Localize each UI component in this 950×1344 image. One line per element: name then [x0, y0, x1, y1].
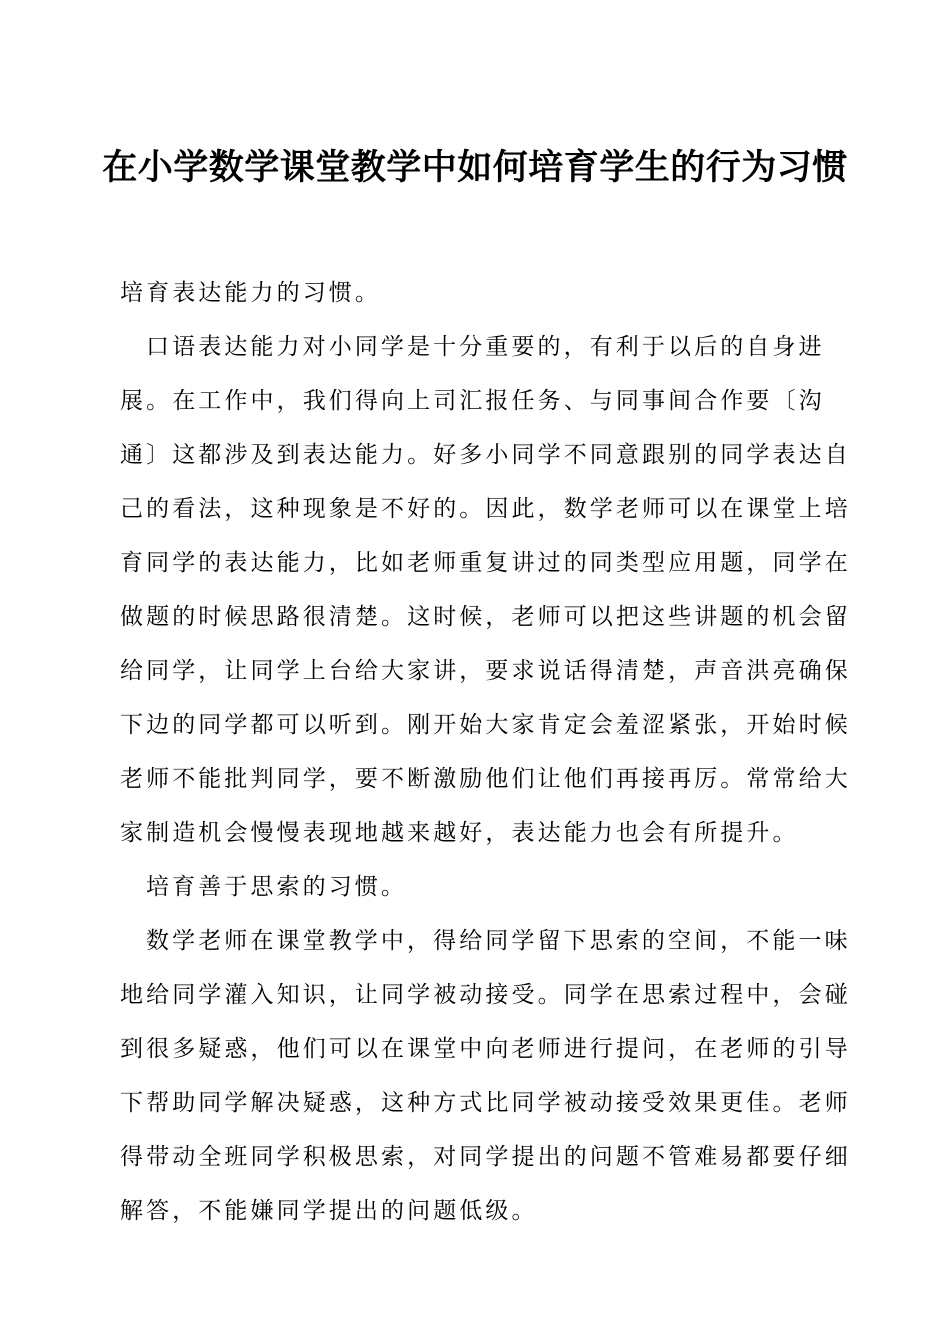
paragraph-thinking-habit-heading: 培育善于思索的习惯。 — [146, 874, 407, 900]
paragraph-thinking-habit-body: 数学老师在课堂教学中，得给同学留下思索的空间，不能一味地给同学灌入知识，让同学被动接受。同学在思索过程中，会碰到很多疑惑，他们可以在课堂中向老师进行提问，在老师的引导下帮助同学解决疑惑，这种方式比同学被动接受效果更佳。老师得带动全班同学积极思索，对同学提出的问题不管难易都要仔细解答，不能嫌同学提出的问题低级。 — [120, 928, 851, 1224]
paragraph-expression-habit-body: 口语表达能力对小同学是十分重要的，有利于以后的自身进展。在工作中，我们得向上司汇报任务、与同事间合作要〔沟通〕这都涉及到表达能力。好多小同学不同意跟别的同学表达自己的看法，这种现象是不好的。因此，数学老师可以在课堂上培育同学的表达能力，比如老师重复讲过的同类型应用题，同学在做题的时候思路很清楚。这时候，老师可以把这些讲题的机会留给同学，让同学上台给大家讲，要求说话得清楚，声音洪亮确保下边的同学都可以听到。刚开始大家肯定会羞涩紧张，开始时候老师不能批判同学，要不断激励他们让他们再接再厉。常常给大家制造机会慢慢表现地越来越好，表达能力也会有所提升。 — [120, 334, 851, 846]
document-title: 在小学数学课堂教学中如何培育学生的行为习惯 — [102, 147, 848, 188]
document-body — [120, 266, 855, 1238]
paragraph-expression-habit-heading: 培育表达能力的习惯。 — [120, 280, 381, 306]
